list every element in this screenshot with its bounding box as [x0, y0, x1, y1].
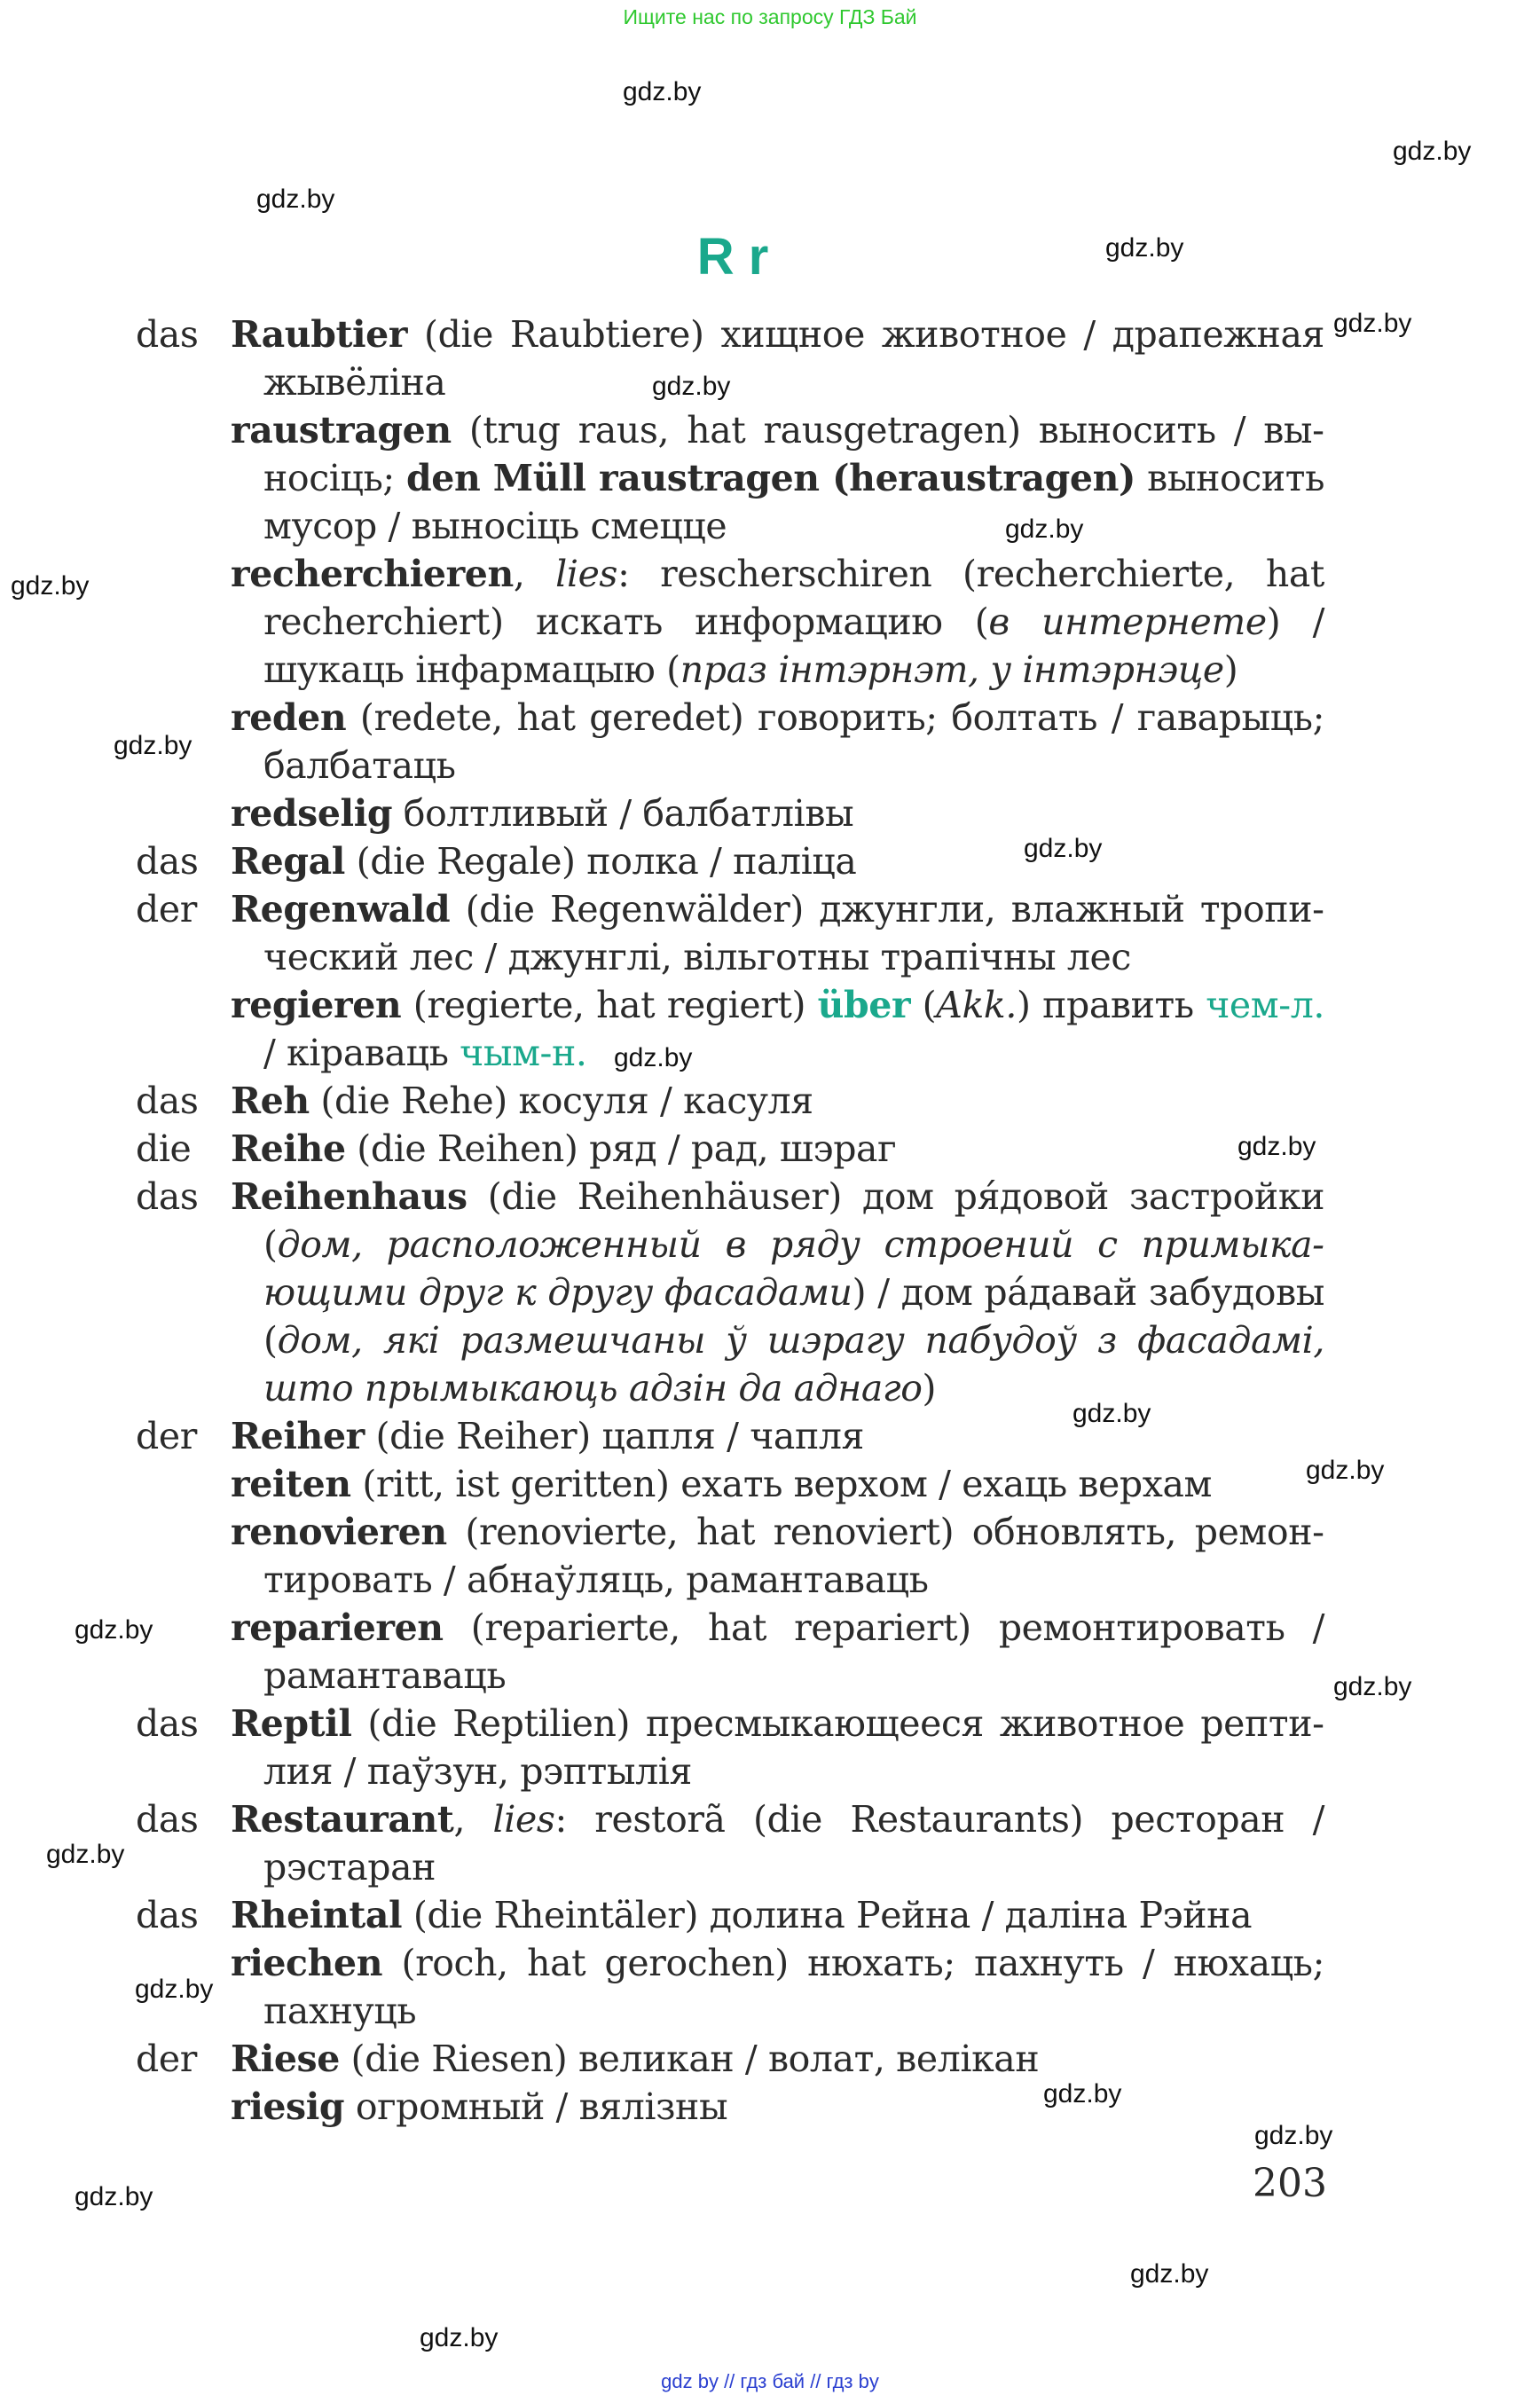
entry-text: ( [910, 984, 937, 1026]
entry-headword: redselig [231, 792, 393, 835]
entry-text: (die Regenwälder) джунгли, влажный тропический лес / джунглі, вільготны трапічны лес [263, 888, 1324, 978]
dictionary-entry [231, 694, 1324, 789]
watermark: gdz.by [1130, 2259, 1209, 2289]
entry-text: чем-л. [1206, 984, 1324, 1026]
dictionary-entry [136, 837, 1324, 885]
entry-text: (die Rheintäler) долина Рейна / даліна Рэйна [402, 1894, 1253, 1936]
entry-headword: Reh [231, 1080, 310, 1122]
entry-headword: Raubtier [231, 313, 408, 356]
dictionary-entry [231, 406, 1324, 550]
entry-text: дом, расположенный в ряду строений с примыкающими друг к другу фасадами [263, 1223, 1324, 1314]
entry-text: чым-н. [460, 1032, 587, 1074]
entry-text: ) / дом ра́давай забудовы ( [263, 1271, 1324, 1362]
entry-article: der [136, 2038, 197, 2080]
entry-headword: riechen [231, 1942, 383, 1984]
watermark: gdz.by [1024, 834, 1103, 863]
entry-article: der [136, 1415, 197, 1457]
entry-headword: renovieren [231, 1511, 447, 1553]
watermark: gdz.by [1333, 1672, 1412, 1701]
entry-text: lies [555, 553, 618, 595]
watermark: gdz.by [1105, 233, 1184, 263]
watermark: gdz.by [75, 2182, 153, 2211]
entry-headword: reparieren [231, 1606, 444, 1649]
entry-article: der [136, 888, 197, 931]
entry-text: / кіраваць [263, 1032, 460, 1074]
watermark: gdz.by [1254, 2121, 1333, 2150]
entry-article: das [136, 1080, 199, 1122]
entry-headword: Restaurant [231, 1798, 454, 1841]
entry-article: das [136, 313, 199, 356]
entry-text: в интернете [988, 601, 1267, 643]
watermark: gdz.by [114, 731, 192, 760]
watermark: gdz.by [614, 1043, 693, 1072]
entry-text: праз інтэрнэт, у інтэрнэце [680, 648, 1224, 691]
entry-text: (roch, hat gerochen) нюхать; пахнуть / нюхаць; пахнуць [263, 1942, 1324, 2032]
entry-text: болтливый / балбатлівы [392, 792, 854, 835]
section-title: R r [696, 228, 769, 286]
entry-headword: raustragen [231, 409, 452, 452]
dictionary-entry [136, 1795, 1324, 1891]
dictionary-entry [136, 885, 1324, 981]
entry-text: den Müll raustragen (heraustragen) [406, 457, 1135, 499]
watermark: gdz.by [1393, 137, 1472, 166]
entry-text: ) править [1017, 984, 1206, 1026]
entry-headword: Rheintal [231, 1894, 403, 1936]
entry-text: (die Reihenhäuser) дом ря́довой застройки ( [263, 1175, 1324, 1266]
entry-text: (trug raus, hat rausgetragen) выносить / выносіць; [263, 409, 1324, 499]
watermark: gdz.by [1072, 1399, 1151, 1428]
watermark: gdz.by [75, 1615, 153, 1645]
entry-headword: reiten [231, 1463, 351, 1505]
entry-text: (die Reiher) цапля / чапля [364, 1415, 864, 1457]
watermark: gdz.by [1333, 309, 1412, 338]
entry-text: : rescherschiren (recherchierte, hat recherchiert) искать информацию ( [263, 553, 1324, 643]
entry-headword: regieren [231, 984, 402, 1026]
entry-article: das [136, 1894, 199, 1936]
entry-text: (regierte, hat regiert) [401, 984, 818, 1026]
entry-text: (die Reihen) ряд / рад, шэраг [345, 1127, 897, 1170]
watermark: gdz.by [135, 1975, 214, 2004]
dictionary-entry [231, 789, 1324, 837]
entry-article: das [136, 1175, 199, 1218]
entry-text: Akk. [936, 984, 1017, 1026]
entry-headword: recherchieren [231, 553, 514, 595]
watermark: gdz.by [1306, 1456, 1385, 1485]
entry-text: (redete, hat geredet) говорить; болтать / гаварыць; балбатаць [263, 696, 1324, 787]
bottom-banner: gdz by // гдз бай // гдз by [661, 2370, 879, 2392]
entry-text: lies [492, 1798, 555, 1841]
entry-headword: reden [231, 696, 347, 739]
entry-text: , [453, 1798, 493, 1841]
watermark: gdz.by [256, 185, 335, 214]
watermark: gdz.by [11, 571, 90, 601]
entry-text: выносить мусор / выносіць смецце [263, 457, 1325, 547]
entry-text: ) [922, 1367, 937, 1410]
entry-article: die [136, 1127, 192, 1170]
entry-headword: Reihe [231, 1127, 346, 1170]
entry-text: дом, які размешчаны ў шэрагу пабудоў з фасадамі, што прымыкаюць адзін да аднаго [263, 1319, 1324, 1410]
watermark: gdz.by [652, 372, 731, 401]
watermark: gdz.by [420, 2323, 499, 2352]
dictionary-entry [136, 1891, 1324, 1939]
dictionary-entry [231, 1939, 1324, 2035]
entry-headword: Riese [231, 2038, 340, 2080]
dictionary-entry [136, 1125, 1324, 1173]
dictionary-entry [136, 310, 1324, 406]
entry-text: (die Reptilien) пресмыкающееся животное рептилия / паўзун, рэптылія [263, 1702, 1324, 1793]
entry-text: , [513, 553, 556, 595]
entry-headword: Regal [231, 840, 345, 883]
entry-headword: riesig [231, 2085, 345, 2128]
entry-text: über [817, 984, 911, 1026]
entry-article: das [136, 840, 199, 883]
dictionary-entry [136, 1700, 1324, 1795]
entry-text: (die Regale) полка / паліца [344, 840, 857, 883]
watermark: gdz.by [1005, 514, 1084, 544]
page-number: 203 [1253, 2161, 1327, 2206]
entry-headword: Reihenhaus [231, 1175, 468, 1218]
dictionary-entry [231, 2083, 1324, 2131]
dictionary-entry [231, 981, 1324, 1077]
entry-text: : restorã (die Restaurants) ресторан / рэстаран [263, 1798, 1324, 1889]
entry-text: (renovierte, hat renoviert) обновлять, ремонтировать / абнаўляць, рамантаваць [263, 1511, 1324, 1601]
entry-text: (ritt, ist geritten) ехать верхом / ехаць верхам [350, 1463, 1213, 1505]
watermark: gdz.by [46, 1840, 125, 1869]
entry-text: (die Raubtiere) хищное животное / драпежная жывёліна [263, 313, 1324, 404]
dictionary-entry [231, 550, 1324, 694]
entry-text: (reparierte, hat repariert) ремонтировать / рамантаваць [263, 1606, 1324, 1697]
dictionary-entry [136, 1412, 1324, 1460]
dictionary-entry [136, 1077, 1324, 1125]
entry-text: ) / шукаць інфармацыю ( [263, 601, 1324, 691]
entry-headword: Regenwald [231, 888, 451, 931]
entry-article: das [136, 1702, 199, 1745]
entry-headword: Reiher [231, 1415, 365, 1457]
entry-text: (die Riesen) великан / волат, велікан [339, 2038, 1040, 2080]
dictionary-entry [231, 1604, 1324, 1700]
dictionary-entry [231, 1460, 1324, 1508]
entry-article: das [136, 1798, 199, 1841]
entry-headword: Reptil [231, 1702, 352, 1745]
entry-text: огромный / вялізны [344, 2085, 728, 2128]
dictionary-entry [231, 1508, 1324, 1604]
watermark: gdz.by [623, 77, 702, 106]
dictionary-entry [136, 1173, 1324, 1412]
watermark: gdz.by [1238, 1132, 1316, 1161]
top-banner: Ищите нас по запросу ГДЗ Бай [623, 5, 917, 28]
watermark: gdz.by [1043, 2079, 1122, 2109]
dictionary-entry [136, 2035, 1324, 2083]
entry-text: (die Rehe) косуля / касуля [309, 1080, 813, 1122]
entry-text: ) [1223, 648, 1238, 691]
